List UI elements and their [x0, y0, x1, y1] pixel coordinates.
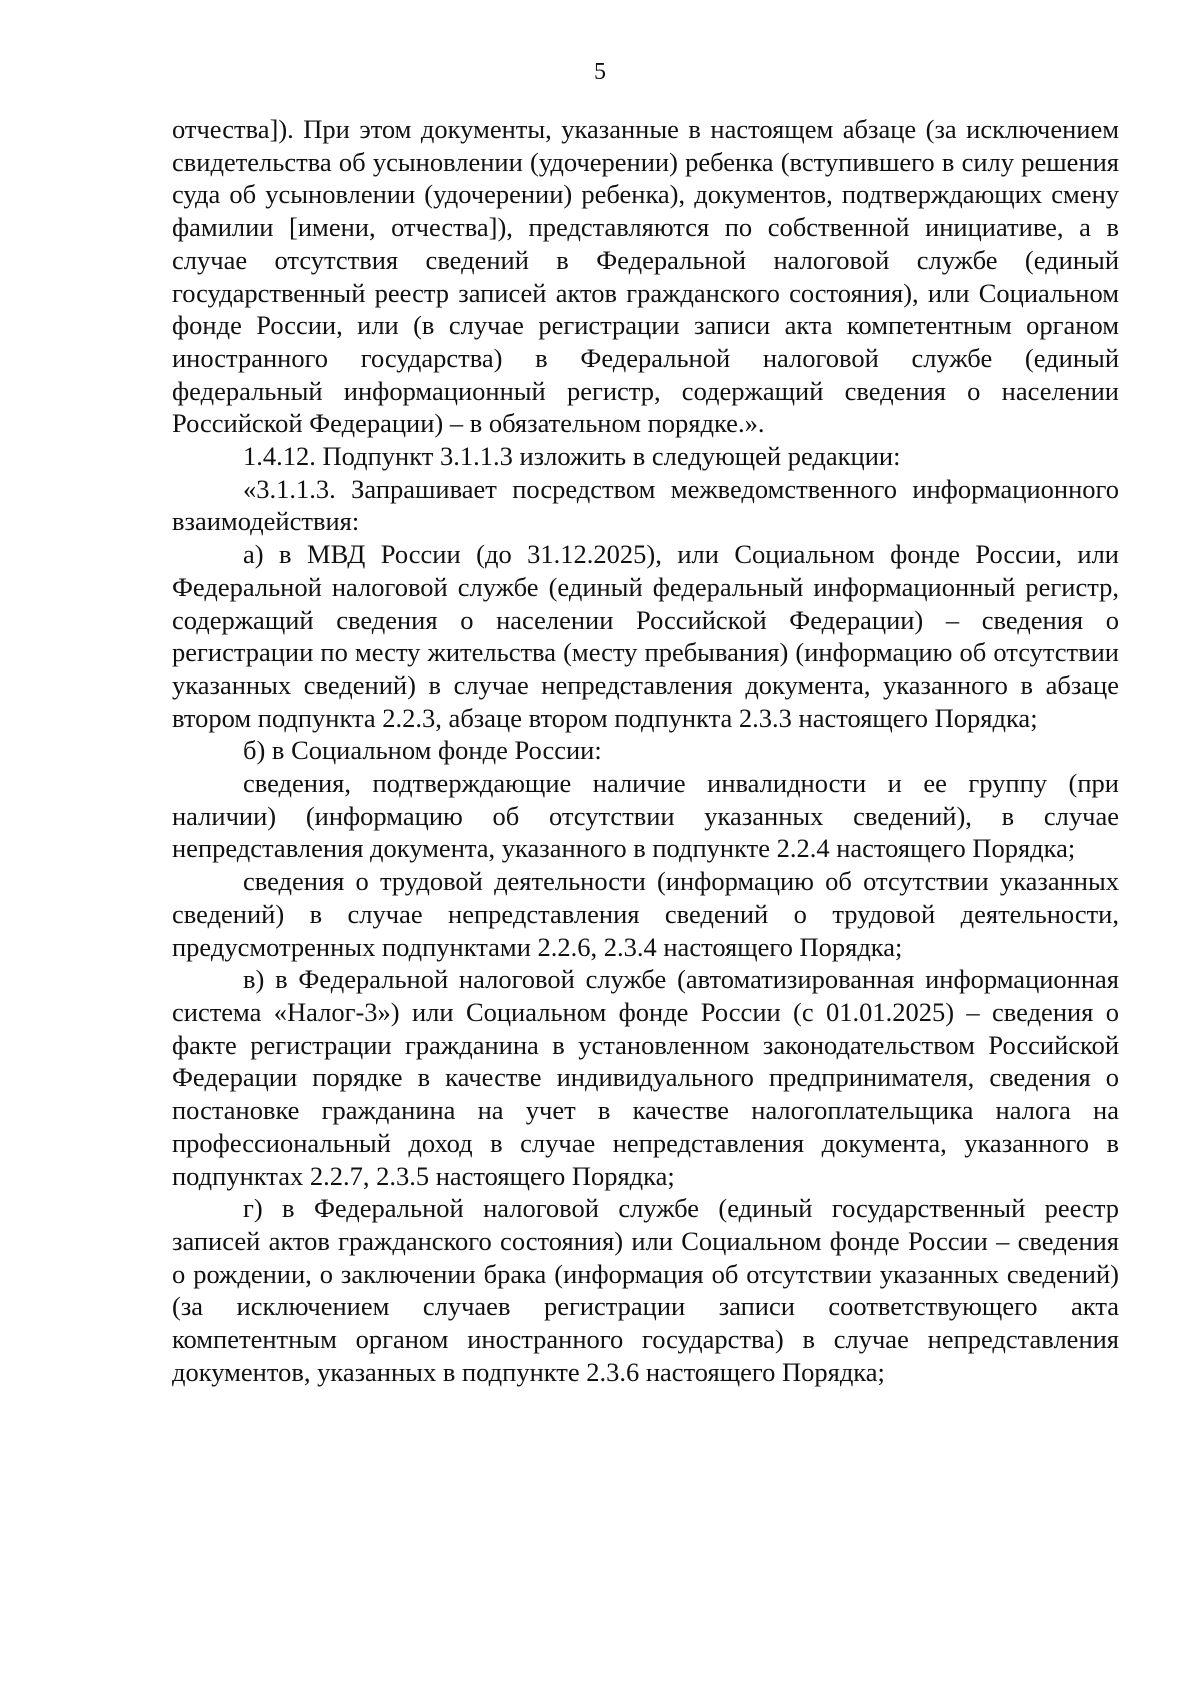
paragraph-item-a: а) в МВД России (до 31.12.2025), или Социальном фонде России, или Федеральной налоговой службе (единый федеральный информационный регистр, содержащий сведения о населении Российской Федерации) – сведения о регистрации по месту жительства (месту пребывания) (информацию об отсутствии указанных сведений) в случае непредставления документа, указанного в абзаце втором подпункта 2.2.3, абзаце втором подпункта 2.3.3 настоящего Порядка;: [172, 539, 1119, 733]
paragraph-item-b-disability: сведения, подтверждающие наличие инвалидности и ее группу (при наличии) (информацию об отсутствии указанных сведений), в случае непредставления документа, указанного в подпункте 2.2.4 настоящего Порядка;: [172, 768, 1119, 864]
paragraph-item-b-employment: сведения о трудовой деятельности (информацию об отсутствии указанных сведений) в случае непредставления сведений о трудовой деятельности, предусмотренных подпунктами 2.2.6, 2.3.4 настоящего Порядка;: [172, 866, 1119, 962]
paragraph-3-1-1-3: «3.1.1.3. Запрашивает посредством межведомственного информационного взаимодействия:: [172, 473, 1119, 537]
document-body: [172, 113, 1119, 1388]
paragraph-item-g: г) в Федеральной налоговой службе (единый государственный реестр записей актов гражданского состояния) или Социальном фонде России – сведения о рождении, о заключении брака (информация об отсутствии указанных сведений) (за исключением случаев регистрации записи соответствующего акта компетентным органом иностранного государства) в случае непредставления документов, указанных в подпункте 2.3.6 настоящего Порядка;: [172, 1193, 1119, 1387]
paragraph-item-v: в) в Федеральной налоговой службе (автоматизированная информационная система «Налог-3») или Социальном фонде России (с 01.01.2025) – сведения о факте регистрации гражданина в установленном законодательством Российской Федерации порядке в качестве индивидуального предпринимателя, сведения о постановке гражданина на учет в качестве налогоплательщика налога на профессиональный доход в случае непредставления документа, указанного в подпунктах 2.2.7, 2.3.5 настоящего Порядка;: [172, 964, 1119, 1191]
paragraph-item-b: б) в Социальном фонде России:: [243, 735, 602, 766]
paragraph-1-4-12: 1.4.12. Подпункт 3.1.1.3 изложить в следующей редакции:: [243, 441, 901, 472]
paragraph-continuation: отчества]). При этом документы, указанные в настоящем абзаце (за исключением свидетельства об усыновлении (удочерении) ребенка (вступившего в силу решения суда об усыновлении (удочерении) ребенка), документов, подтверждающих смену фамилии [имени, отчества]), представляются по собственной инициативе, а в случае отсутствия сведений в Федеральной налоговой службе (единый государственный реестр записей актов гражданского состояния), или Социальном фонде России, или (в случае регистрации записи акта компетентным органом иностранного государства) в Федеральной налоговой службе (единый федеральный информационный регистр, содержащий сведения о населении Российской Федерации) – в обязательном порядке.».: [172, 114, 1119, 439]
page-number: 5: [594, 59, 606, 85]
